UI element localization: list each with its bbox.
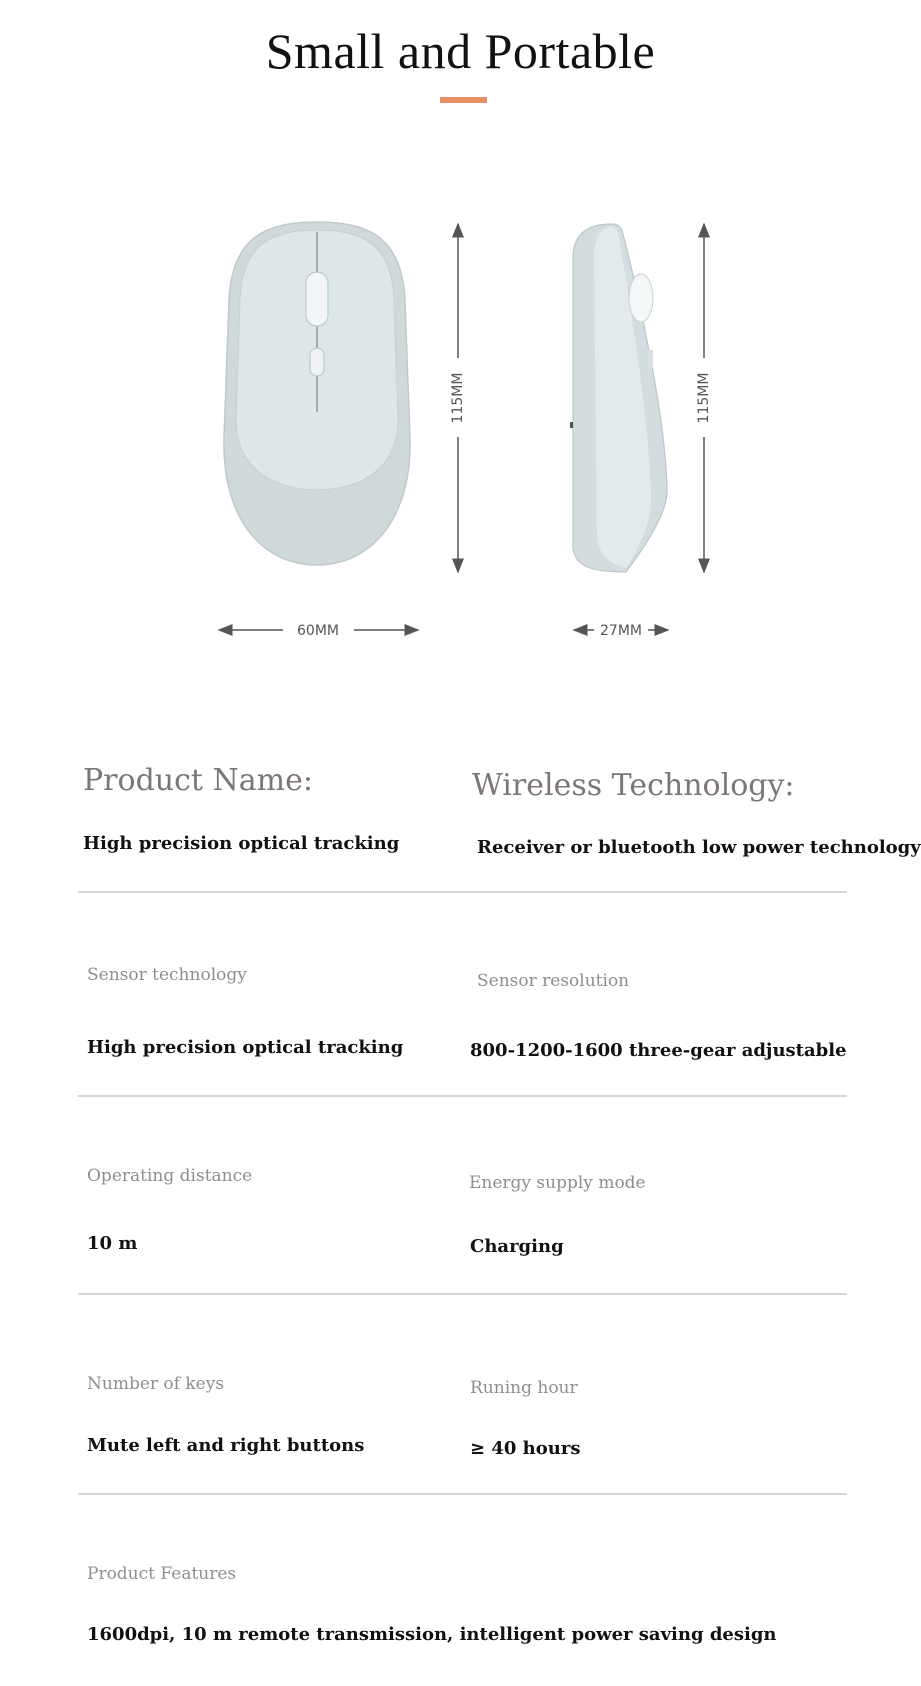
mouse-side-view (570, 224, 667, 572)
sensor-resolution-label: Sensor resolution (477, 971, 630, 991)
spec-divider (78, 891, 847, 893)
length-label-front: 115MM (450, 372, 466, 424)
spec-divider (78, 1293, 847, 1295)
number-of-keys-label: Number of keys (87, 1374, 225, 1394)
length-label-side: 115MM (696, 372, 712, 424)
number-of-keys-value: Mute left and right buttons (87, 1435, 365, 1456)
product-features-value: 1600dpi, 10 m remote transmission, intelligent power saving design (87, 1624, 777, 1645)
wireless-technology-value: Receiver or bluetooth low power technology (477, 837, 921, 858)
product-name-value: High precision optical tracking (83, 833, 400, 854)
length-dimension-front (450, 224, 466, 572)
page-title: Small and Portable (265, 23, 656, 79)
width-label: 60MM (297, 623, 339, 639)
running-hour-value: ≥ 40 hours (470, 1438, 581, 1459)
product-name-label: Product Name: (83, 763, 313, 798)
running-hour-label: Runing hour (470, 1378, 578, 1398)
spec-divider (78, 1095, 847, 1097)
wireless-technology-label: Wireless Technology: (472, 768, 795, 803)
product-features-label: Product Features (87, 1564, 237, 1584)
energy-supply-mode-value: Charging (470, 1236, 564, 1257)
title-accent-bar (440, 97, 487, 103)
sensor-technology-label: Sensor technology (87, 965, 247, 985)
mouse-top-view (224, 222, 410, 565)
height-dimension (574, 623, 668, 639)
product-dimension-illustration (180, 200, 740, 650)
sensor-resolution-value: 800-1200-1600 three-gear adjustable (470, 1040, 847, 1061)
energy-supply-mode-label: Energy supply mode (469, 1173, 646, 1193)
width-dimension (219, 623, 418, 639)
operating-distance-value: 10 m (87, 1233, 138, 1254)
spec-divider (78, 1493, 847, 1495)
length-dimension-side (696, 224, 712, 572)
height-label: 27MM (600, 623, 642, 639)
operating-distance-label: Operating distance (87, 1166, 253, 1186)
sensor-technology-value: High precision optical tracking (87, 1037, 404, 1058)
